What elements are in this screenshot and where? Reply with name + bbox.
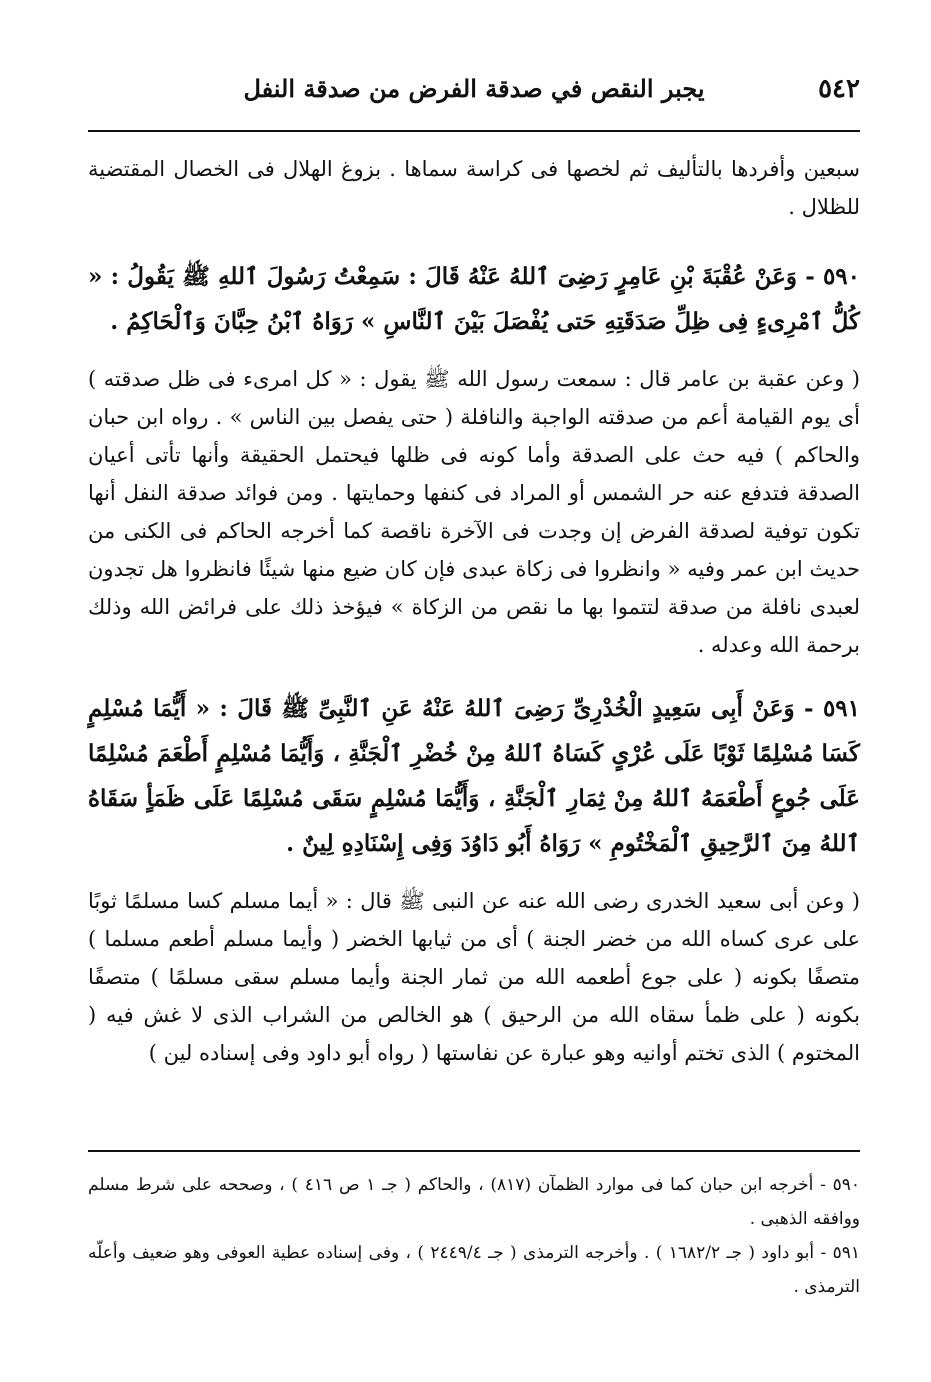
page-header: [88, 70, 860, 120]
main-text: [88, 150, 860, 1072]
footnote-591: ٥٩١ - أبو داود ( جـ ١٦٨٢/٢ ) . وأخرجه الترمذى ( جـ ٢٤٤٩/٤ ) ، وفى إسناده عطية العوفى وهو ضعيف وأعلّه الترمذى .: [88, 1243, 860, 1297]
hadith-591: ٥٩١ - وَعَنْ أَبِى سَعِيدٍ الْخُدْرِىِّ رَضِىَ ٱللهُ عَنْهُ عَنِ ٱلنَّبِىِّ ﷺ قَالَ : « أَيُّمَا مُسْلِمٍ كَسَا مُسْلِمًا ثَوْبًا عَلَى عُرْىٍ كَسَاهُ ٱللهُ مِنْ خُضْرِ ٱلْجَنَّةِ ، وَأَيُّمَا مُسْلِمٍ أَطْعَمَ مُسْلِمًا عَلَى جُوعٍ أَطْعَمَهُ ٱللهُ مِنْ ثِمَارِ ٱلْجَنَّةِ ، وَأَيُّمَا مُسْلِمٍ سَقَى مُسْلِمًا عَلَى ظَمَأٍ سَقَاهُ ٱللهُ مِنَ ٱلرَّحِيقِ ٱلْمَخْتُومِ » رَوَاهُ أَبُو دَاوُدَ وَفِى إِسْنَادِهِ لِينٌ .: [88, 695, 860, 857]
footnote-rule: [88, 1150, 860, 1152]
page-number: ٥٤٢: [818, 74, 860, 104]
hadith-590: ٥٩٠ - وَعَنْ عُقْبَةَ بْنِ عَامِرٍ رَضِىَ ٱللهُ عَنْهُ قَالَ : سَمِعْتُ رَسُولَ ٱللهِ ﷺ يَقُولُ : « كُلُّ ٱمْرِىءٍ فِى ظِلِّ صَدَقَتِهِ حَتى يُفْصَلَ بَيْنَ ٱلنَّاسِ » رَوَاهُ ٱبْنُ حِبَّانَ وَٱلْحَاكِمُ .: [88, 263, 860, 335]
footnotes: [88, 1168, 860, 1304]
commentary-590: ( وعن عقبة بن عامر قال : سمعت رسول الله ﷺ يقول : « كل امرىء فى ظل صدقته ) أى يوم القيامة أعم من صدقته الواجبة والنافلة ( حتى يفصل بين الناس » . رواه ابن حبان والحاكم ) فيه حث على الصدقة وأما كونه فى ظلها فيحتمل الحقيقة وأنها تأتى أعيان الصدقة فتدفع عنه حر الشمس أو المراد فى كنفها وحمايتها . ومن فوائد صدقة النفل أنها تكون توفية لصدقة الفرض إن وجدت فى الآخرة ناقصة كما أخرجه الحاكم فى الكنى من حديث ابن عمر وفيه « وانظروا فى زكاة عبدى فإن كان ضيع منها شيئًا فانظروا هل تجدون لعبدى نافلة من صدقة لتتموا بها ما نقص من الزكاة » فيؤخذ ذلك على فرائض الله وذلك برحمة الله وعدله .: [88, 367, 860, 657]
footnote-590: ٥٩٠ - أخرجه ابن حبان كما فى موارد الظمآن (٨١٧) ، والحاكم ( جـ ١ ص ٤١٦ ) ، وصححه على شرط مسلم ووافقه الذهبى .: [88, 1175, 860, 1229]
commentary-591: ( وعن أبى سعيد الخدرى رضى الله عنه عن النبى ﷺ قال : « أيما مسلم كسا مسلمًا ثوبًا على عرى كساه الله من خضر الجنة ) أى من ثيابها الخضر ( وأيما مسلم أطعم مسلما ) متصفًا بكونه ( على جوع أطعمه الله من ثمار الجنة وأيما مسلم سقى مسلمًا ) متصفًا بكونه ( على ظمأ سقاه الله من الرحيق ) هو الخالص من الشراب الذى لا غش فيه ( المختوم ) الذى تختم أوانيه وهو عبارة عن نفاستها ( رواه أبو داود وفى إسناده لين ): [88, 889, 860, 1065]
intro-paragraph: سبعين وأفردها بالتأليف ثم لخصها فى كراسة سماها . بزوغ الهلال فى الخصال المقتضية للظلال .: [88, 157, 860, 219]
running-title: يجبر النقص في صدقة الفرض من صدقة النفل: [243, 74, 705, 103]
header-rule: [88, 130, 860, 132]
